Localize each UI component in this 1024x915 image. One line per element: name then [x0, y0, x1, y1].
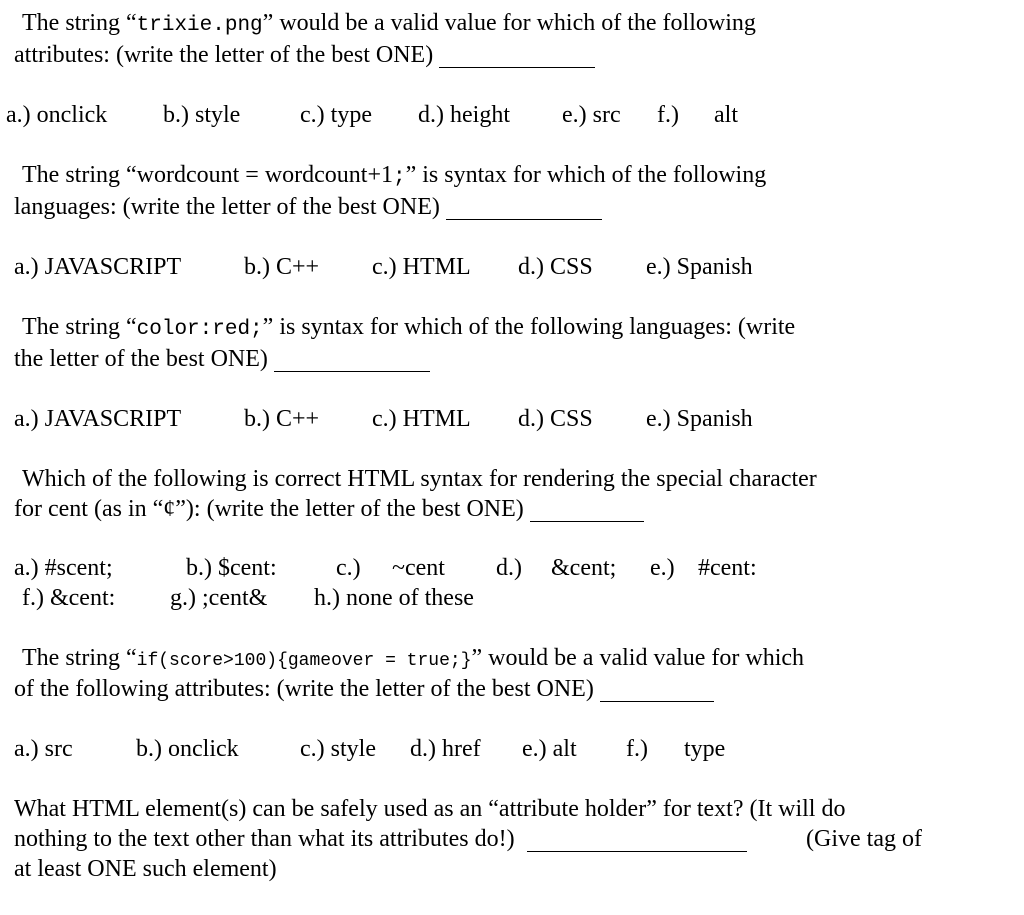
q3-line2 — [14, 344, 430, 374]
q2-code: ; — [393, 166, 406, 189]
q4-line1: Which of the following is correct HTML syntax for rendering the special character — [22, 466, 817, 492]
q3-option-b: b.) C++ — [244, 406, 320, 432]
q4-answer-blank[interactable] — [530, 520, 644, 522]
q3-text-post: ” is syntax for which of the following languages: (write — [262, 314, 796, 340]
q5-option-c: c.) style — [300, 736, 376, 762]
q5-option-d: d.) href — [410, 736, 481, 762]
q5-instruction: of the following attributes: (write the letter of the best ONE) — [14, 676, 594, 702]
q2-line2 — [14, 192, 602, 222]
q2-line1 — [22, 160, 766, 193]
q2-text-post: ” is syntax for which of the following — [405, 162, 767, 188]
q3-code: color:red; — [136, 318, 263, 341]
q1-instruction: attributes: (write the letter of the best ONE) — [14, 42, 434, 68]
q2-option-b: b.) C++ — [244, 254, 320, 280]
q6-instruction: nothing to the text other than what its attributes do!) — [14, 826, 515, 852]
q4-line2 — [14, 494, 644, 524]
q2-option-c: c.) HTML — [372, 254, 471, 280]
q6-hint: (Give tag of — [806, 826, 922, 852]
q3-text-pre: The string “ — [22, 314, 137, 340]
q1-option-d: d.) height — [418, 102, 510, 128]
q5-option-b: b.) onclick — [136, 736, 239, 762]
q1-line2 — [14, 40, 595, 70]
q1-answer-blank[interactable] — [439, 66, 595, 68]
q6-line1: What HTML element(s) can be safely used as an “attribute holder” for text? (It will do — [14, 796, 846, 822]
q2-option-e: e.) Spanish — [646, 254, 753, 280]
q1-option-a: a.) onclick — [6, 102, 108, 128]
q1-option-c: c.) type — [300, 102, 372, 128]
q4-option-b: b.) $cent: — [186, 555, 277, 581]
q3-option-d: d.) CSS — [518, 406, 593, 432]
q5-option-e: e.) alt — [522, 736, 577, 762]
q2-instruction: languages: (write the letter of the best ONE) — [14, 194, 440, 220]
q1-option-b: b.) style — [163, 102, 241, 128]
q5-line2 — [14, 674, 714, 704]
q4-option-d-text: &cent; — [551, 555, 617, 581]
q1-code: trixie.png — [136, 14, 263, 37]
q5-option-f: f.) — [626, 736, 648, 762]
q4-option-g: g.) ;cent& — [170, 585, 268, 611]
q4-option-e-text: #cent: — [698, 555, 757, 581]
q5-option-f-text: type — [684, 736, 726, 762]
q4-instruction: for cent (as in “¢”): (write the letter of the best ONE) — [14, 496, 524, 522]
q3-line1 — [22, 312, 795, 345]
q4-option-d: d.) — [496, 555, 522, 581]
q5-text-pre: The string “ — [22, 645, 137, 671]
q4-option-a: a.) #scent; — [14, 555, 113, 581]
q3-option-e: e.) Spanish — [646, 406, 753, 432]
q3-option-c: c.) HTML — [372, 406, 471, 432]
q3-option-a: a.) JAVASCRIPT — [14, 406, 182, 432]
q1-text-pre: The string “ — [22, 10, 137, 36]
q5-option-a: a.) src — [14, 736, 73, 762]
q1-option-f-text: alt — [714, 102, 738, 128]
q2-option-d: d.) CSS — [518, 254, 593, 280]
q1-line1 — [22, 8, 756, 41]
q4-option-c-text: ~cent — [392, 555, 445, 581]
q2-text-pre: The string “wordcount = wordcount+1 — [22, 162, 393, 188]
q6-line2 — [14, 824, 747, 854]
q2-option-a: a.) JAVASCRIPT — [14, 254, 182, 280]
q4-option-h: h.) none of these — [314, 585, 474, 611]
q5-answer-blank[interactable] — [600, 700, 714, 702]
q2-answer-blank[interactable] — [446, 218, 602, 220]
q5-code: if(score>100){gameover = true;} — [136, 651, 472, 671]
q5-text-post: ” would be a valid value for which — [471, 645, 805, 671]
q1-option-e: e.) src — [562, 102, 621, 128]
q6-line3: at least ONE such element) — [14, 856, 277, 882]
q4-option-c: c.) — [336, 555, 361, 581]
q4-option-f: f.) &cent: — [22, 585, 116, 611]
q4-option-e: e.) — [650, 555, 675, 581]
q3-answer-blank[interactable] — [274, 370, 430, 372]
q3-instruction: the letter of the best ONE) — [14, 346, 268, 372]
q1-option-f: f.) — [657, 102, 679, 128]
q1-text-post: ” would be a valid value for which of the following — [262, 10, 756, 36]
q6-answer-blank[interactable] — [527, 850, 747, 852]
q5-line1 — [22, 643, 804, 676]
